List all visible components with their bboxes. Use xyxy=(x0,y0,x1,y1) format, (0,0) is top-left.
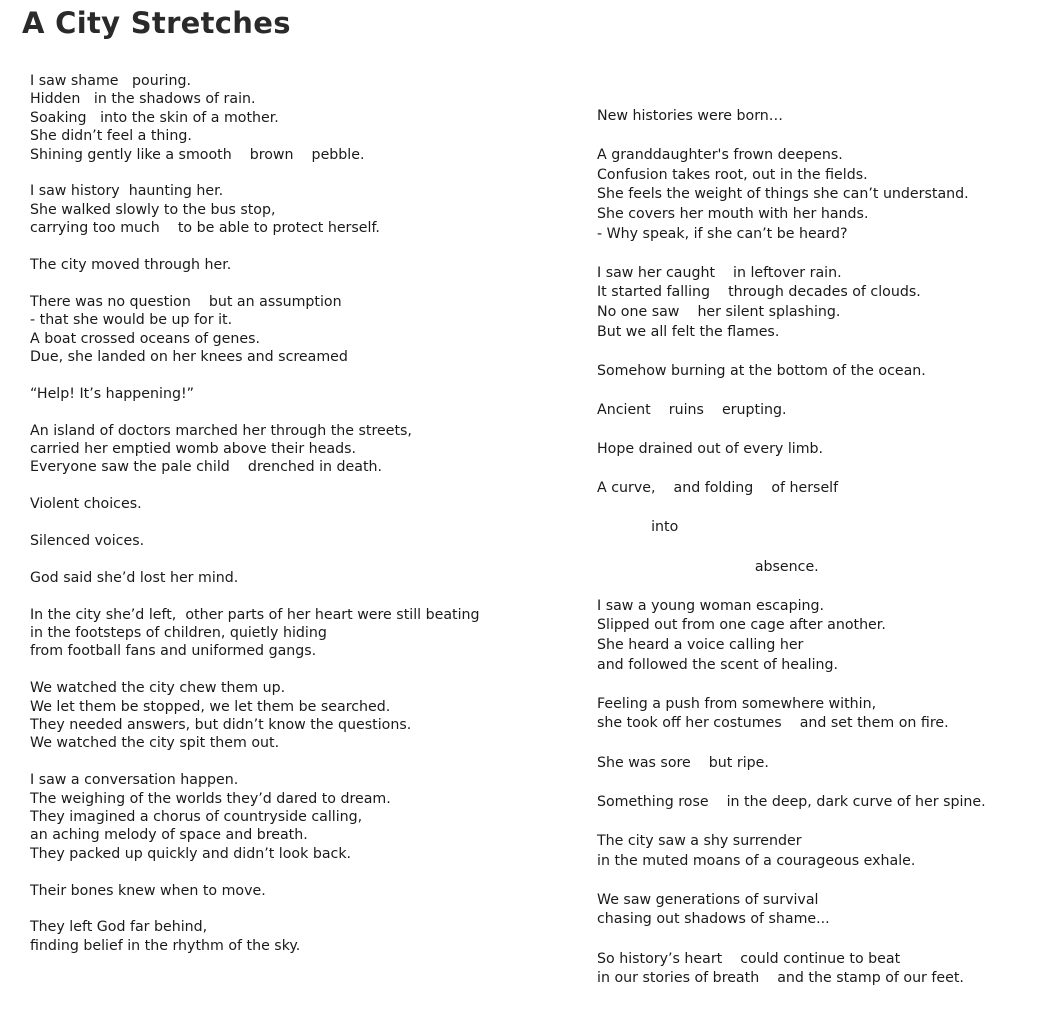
stanza xyxy=(30,679,550,753)
poem-line: I saw a conversation happen. xyxy=(30,772,239,789)
stanza xyxy=(597,479,1047,499)
stanza xyxy=(30,569,550,587)
poem-line: I saw history haunting her. xyxy=(30,183,224,200)
poem-line: Shining gently like a smooth brown pebble. xyxy=(30,146,365,163)
stanza xyxy=(597,793,1047,813)
stanza xyxy=(597,107,1047,127)
poem-line: No one saw her silent splashing. xyxy=(597,303,841,320)
poem-line: in the footsteps of children, quietly hiding xyxy=(30,625,327,642)
poem-line: A curve, and folding of herself xyxy=(597,480,839,497)
poem-line: She feels the weight of things she can’t understand. xyxy=(597,186,969,203)
poem-left-column xyxy=(30,72,550,974)
stanza xyxy=(597,440,1047,460)
stanza xyxy=(597,950,1047,989)
stanza xyxy=(597,597,1047,675)
poem-line: God said she’d lost her mind. xyxy=(30,569,239,586)
stanza xyxy=(30,72,550,164)
poem-line: New histories were born… xyxy=(597,108,783,124)
poem-line: An island of doctors marched her through the streets, xyxy=(30,422,412,439)
stanza xyxy=(30,495,550,513)
poem-line: She didn’t feel a thing. xyxy=(30,128,192,145)
poem-line: absence. xyxy=(597,558,819,575)
poem-line: I saw a young woman escaping. xyxy=(597,597,825,614)
poem-line: Due, she landed on her knees and screamed xyxy=(30,349,348,366)
poem-line: I saw her caught in leftover rain. xyxy=(597,264,842,281)
poem-line: - Why speak, if she can’t be heard? xyxy=(597,225,848,242)
poem-line: in the muted moans of a courageous exhale. xyxy=(597,852,916,869)
poem-line: chasing out shadows of shame... xyxy=(597,911,830,928)
stanza xyxy=(597,518,1047,538)
stanza xyxy=(597,695,1047,734)
poem-line: an aching melody of space and breath. xyxy=(30,827,308,844)
stanza xyxy=(30,422,550,477)
stanza xyxy=(30,918,550,955)
stanza xyxy=(597,264,1047,342)
poem-line: The weighing of the worlds they’d dared to dream. xyxy=(30,790,391,807)
poem-line: she took off her costumes and set them on fire. xyxy=(597,715,949,732)
stanza xyxy=(30,606,550,661)
poem-line: Somehow burning at the bottom of the ocean. xyxy=(597,362,926,379)
poem-line: Hope drained out of every limb. xyxy=(597,441,824,458)
poem-line: Slipped out from one cage after another. xyxy=(597,617,886,634)
poem-line: We watched the city chew them up. xyxy=(30,680,286,697)
poem-line: in our stories of breath and the stamp of our feet. xyxy=(597,970,964,987)
poem-line: She was sore but ripe. xyxy=(597,754,769,771)
poem-line: I saw shame pouring. xyxy=(30,73,192,89)
poem-line: In the city she’d left, other parts of her heart were still beating xyxy=(30,606,480,623)
poem-line: - that she would be up for it. xyxy=(30,312,233,329)
poem-line: She covers her mouth with her hands. xyxy=(597,205,869,222)
poem-line: She heard a voice calling her xyxy=(597,637,804,654)
poem-line: Their bones knew when to move. xyxy=(30,882,266,899)
stanza xyxy=(30,256,550,274)
stanza xyxy=(30,293,550,367)
poem-line: They packed up quickly and didn’t look back. xyxy=(30,845,352,862)
poem-line: Confusion takes root, out in the fields. xyxy=(597,166,868,183)
poem-line: It started falling through decades of clouds. xyxy=(597,284,921,301)
poem-line: So history’s heart could continue to beat xyxy=(597,950,901,967)
poem-line: There was no question but an assumption xyxy=(30,293,342,310)
poem-line: Soaking into the skin of a mother. xyxy=(30,109,279,126)
stanza xyxy=(30,771,550,863)
stanza xyxy=(597,362,1047,382)
poem-line: carried her emptied womb above their heads. xyxy=(30,441,356,458)
poem-line: into xyxy=(597,519,679,536)
poem-line: We let them be stopped, we let them be searched. xyxy=(30,698,391,715)
poem-line: Something rose in the deep, dark curve of her spine. xyxy=(597,793,986,810)
poem-line: She walked slowly to the bus stop, xyxy=(30,201,276,218)
poem-line: carrying too much to be able to protect herself. xyxy=(30,220,380,237)
poem-line: Everyone saw the pale child drenched in death. xyxy=(30,459,383,476)
stanza xyxy=(597,891,1047,930)
stanza xyxy=(597,832,1047,871)
poem-line: The city moved through her. xyxy=(30,257,232,274)
poem-line: and followed the scent of healing. xyxy=(597,656,839,673)
poem-line: We watched the city spit them out. xyxy=(30,735,280,752)
poem-line: A boat crossed oceans of genes. xyxy=(30,330,261,347)
poem-line: The city saw a shy surrender xyxy=(597,832,802,849)
stanza xyxy=(30,385,550,403)
poem-line: Silenced voices. xyxy=(30,533,145,550)
poem-line: Feeling a push from somewhere within, xyxy=(597,695,877,712)
poem-line: They left God far behind, xyxy=(30,919,208,936)
poem-line: Violent choices. xyxy=(30,496,142,513)
poem-line: Ancient ruins erupting. xyxy=(597,401,787,418)
poem-line: Hidden in the shadows of rain. xyxy=(30,91,256,108)
stanza xyxy=(597,146,1047,244)
stanza xyxy=(30,532,550,550)
poem-title: A City Stretches xyxy=(22,6,291,40)
poem-line: “Help! It’s happening!” xyxy=(30,385,195,402)
stanza xyxy=(597,754,1047,774)
poem-line: They needed answers, but didn’t know the questions. xyxy=(30,717,412,734)
poem-line: A granddaughter's frown deepens. xyxy=(597,147,843,164)
stanza xyxy=(30,182,550,237)
poem-line: They imagined a chorus of countryside calling, xyxy=(30,809,363,826)
stanza xyxy=(597,401,1047,421)
stanza xyxy=(30,882,550,900)
poem-line: from football fans and uniformed gangs. xyxy=(30,643,317,660)
stanza xyxy=(597,558,1047,578)
poem-right-column xyxy=(597,107,1047,1008)
poem-line: We saw generations of survival xyxy=(597,891,819,908)
poem-line: finding belief in the rhythm of the sky. xyxy=(30,937,301,954)
poem-line: But we all felt the flames. xyxy=(597,323,780,340)
